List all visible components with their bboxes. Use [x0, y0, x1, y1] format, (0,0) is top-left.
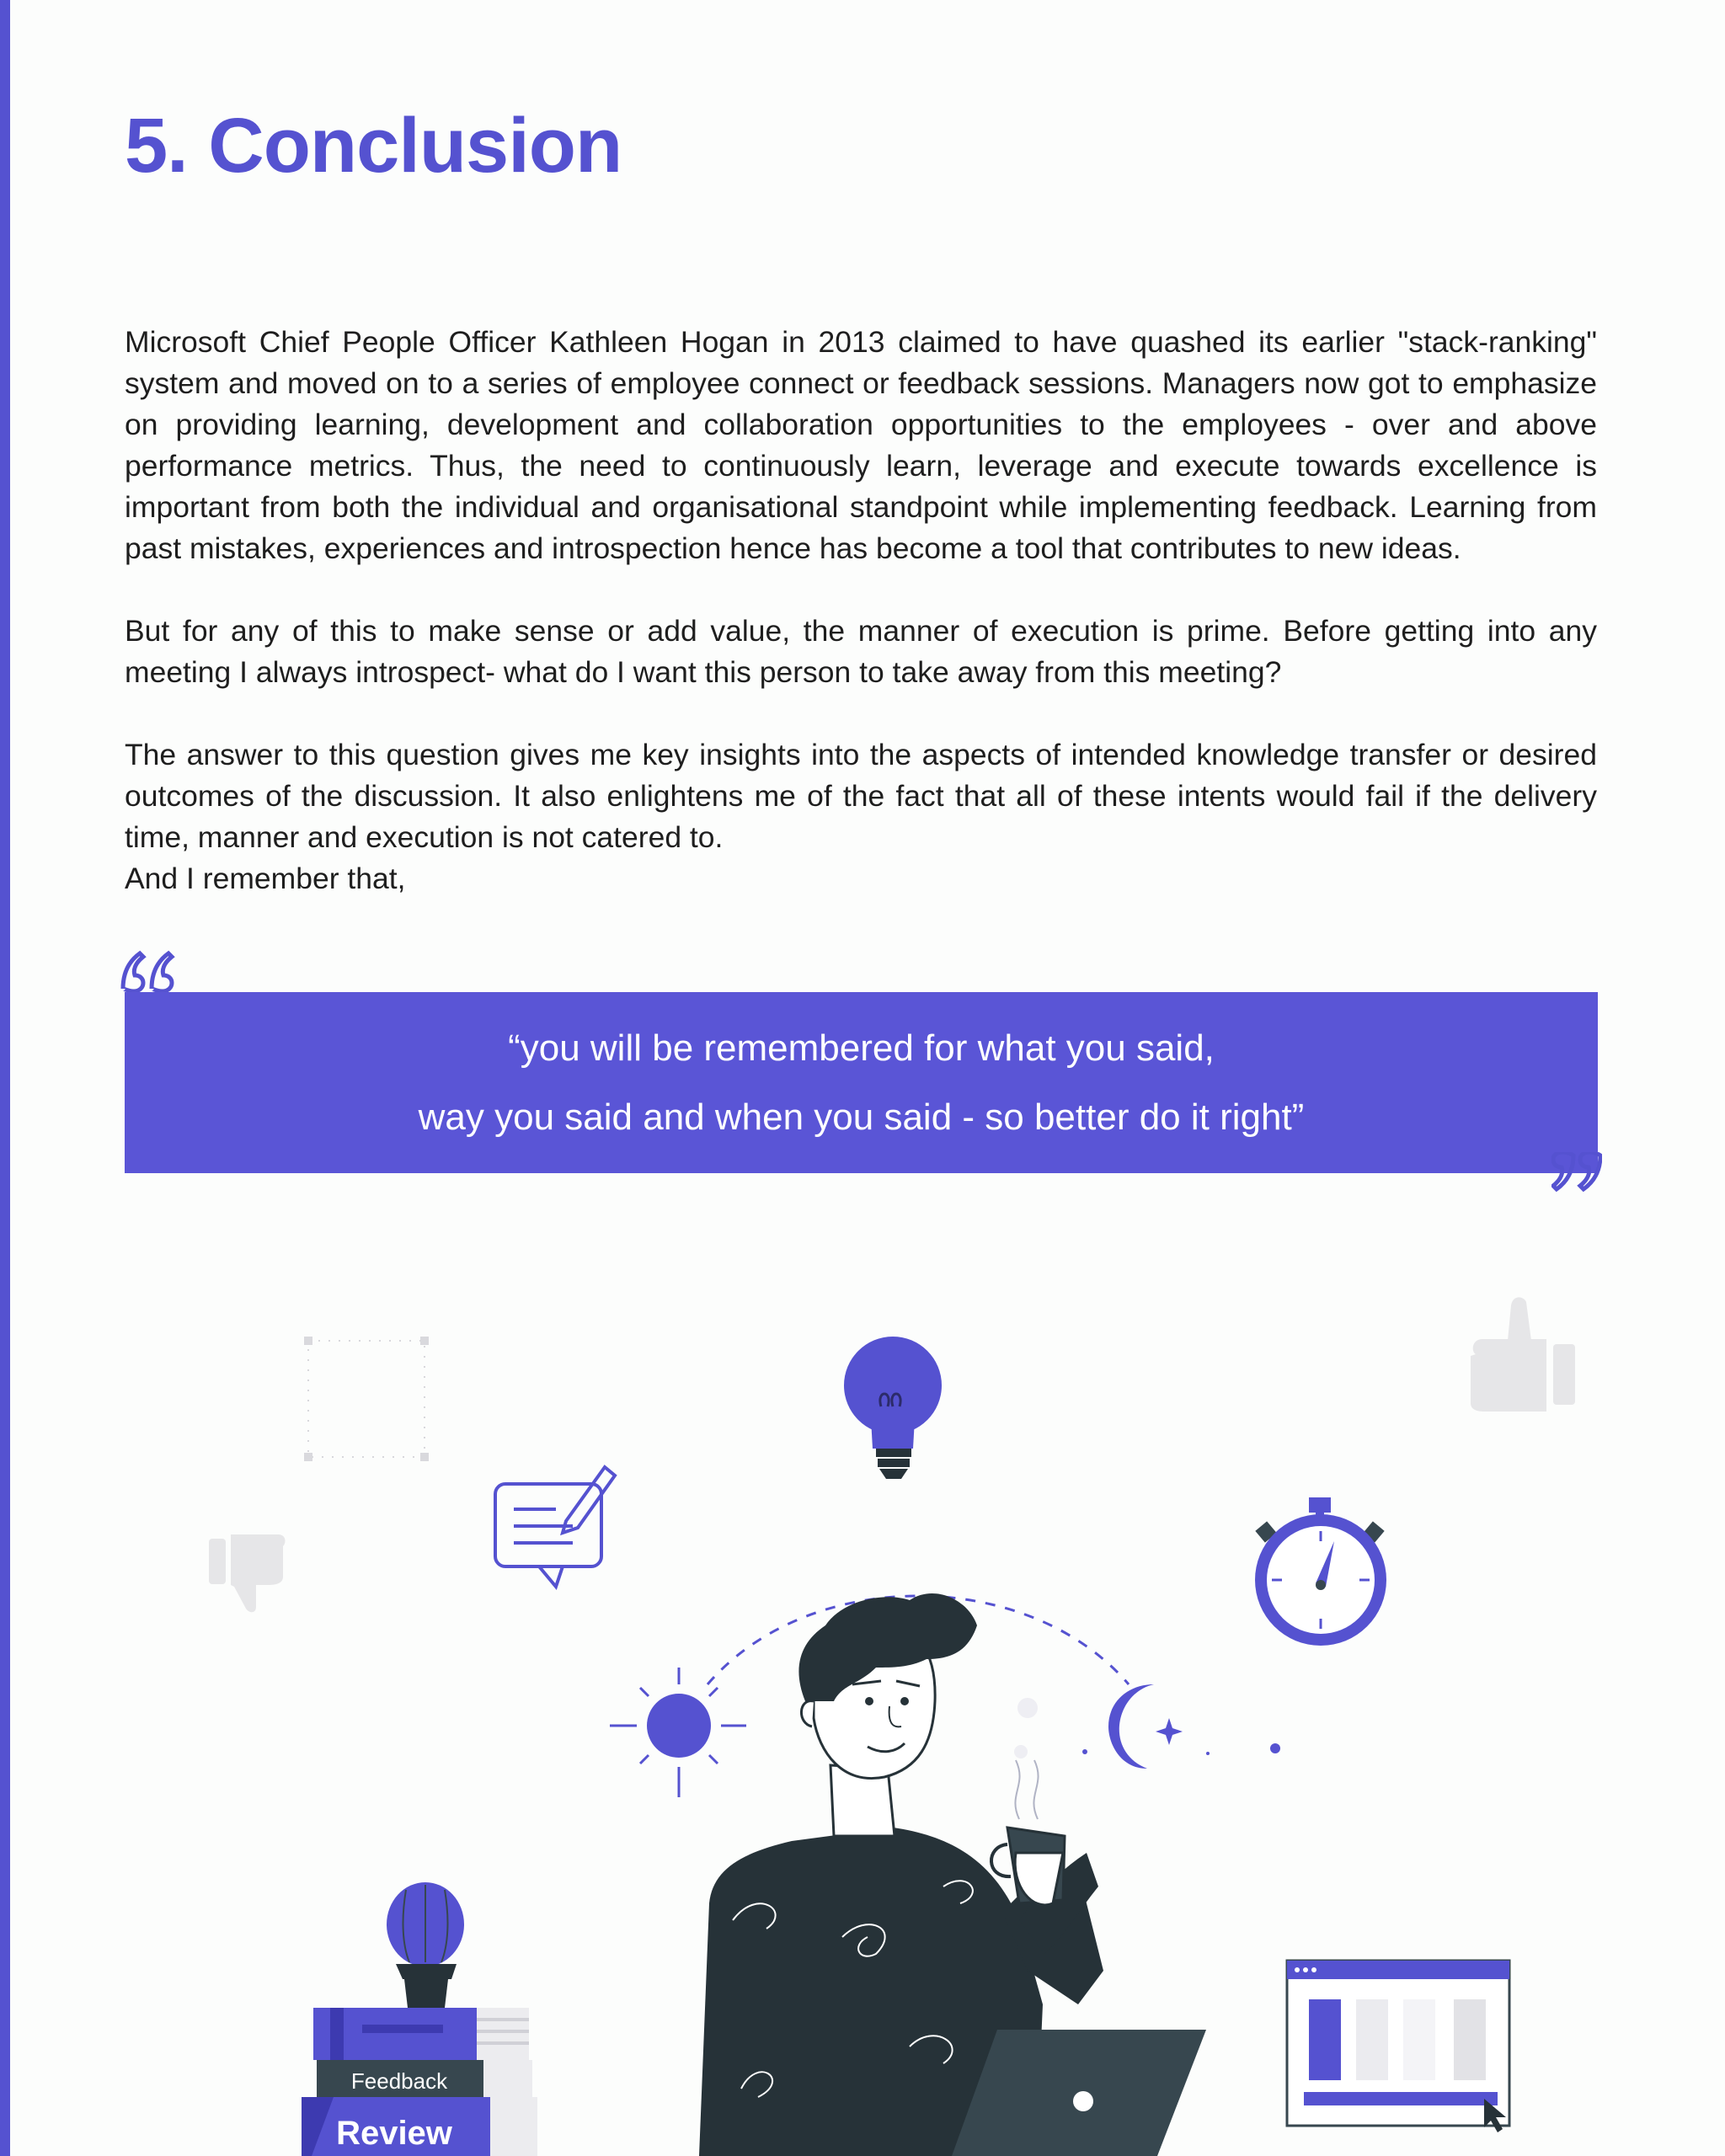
thumbs-down-icon	[209, 1534, 285, 1612]
frame-placeholder	[308, 1341, 425, 1457]
quote-box	[125, 992, 1598, 1173]
moon-icon	[1082, 1684, 1280, 1769]
open-quote-icon	[120, 950, 175, 992]
book-stack	[302, 2008, 537, 2156]
illustration	[0, 1246, 1725, 2156]
person-illustration	[699, 1593, 1206, 2156]
paragraph-2: But for any of this to make sense or add value, the manner of execution is prime. Before getting into any meeting I always introspect- what do I want this person to take away from this meeting?	[125, 614, 1597, 689]
book-label-feedback: Feedback	[350, 2068, 448, 2094]
quote-line-2: way you said and when you said - so better do it right”	[418, 1097, 1305, 1138]
chat-edit-icon	[495, 1467, 615, 1587]
lightbulb-icon	[844, 1337, 942, 1479]
frame-corner-marks	[304, 1337, 429, 1461]
bar-chart-window-icon	[1287, 1961, 1509, 2126]
paragraph-4: And I remember that,	[125, 862, 406, 895]
paragraph-3: The answer to this question gives me key insights into the aspects of intended knowledge transfer or desired outcomes of the discussion. It also enlightens me of the fact that all of these intents would fail if the delivery time, manner and execution is not catered to.	[125, 738, 1597, 854]
page-title: 5. Conclusion	[125, 103, 622, 189]
cactus-icon	[387, 1882, 464, 2008]
sun-icon	[610, 1668, 746, 1797]
book-label-review: Review	[336, 2115, 452, 2152]
paragraph-1: Microsoft Chief People Officer Kathleen Hogan in 2013 claimed to have quashed its earlier "stack-ranking" system and moved on to a series of employee connect or feedback sessions. Managers now got to emphasize on providing learning, development and collaboration opportunities to the employees - over and above performance metrics. Thus, the need to continuously learn, leverage and execute towards excellence is important from both the individual and organisational standpoint while implementing feedback. Learning from past mistakes, experiences and introspection hence has become a tool that contributes to new ideas.	[125, 325, 1597, 565]
close-quote-icon	[1551, 1152, 1602, 1193]
quote-line-1: “you will be remembered for what you said,	[508, 1027, 1215, 1069]
thumbs-up-icon	[1471, 1297, 1575, 1412]
stopwatch-icon	[1255, 1497, 1386, 1646]
body-text	[125, 322, 1597, 899]
